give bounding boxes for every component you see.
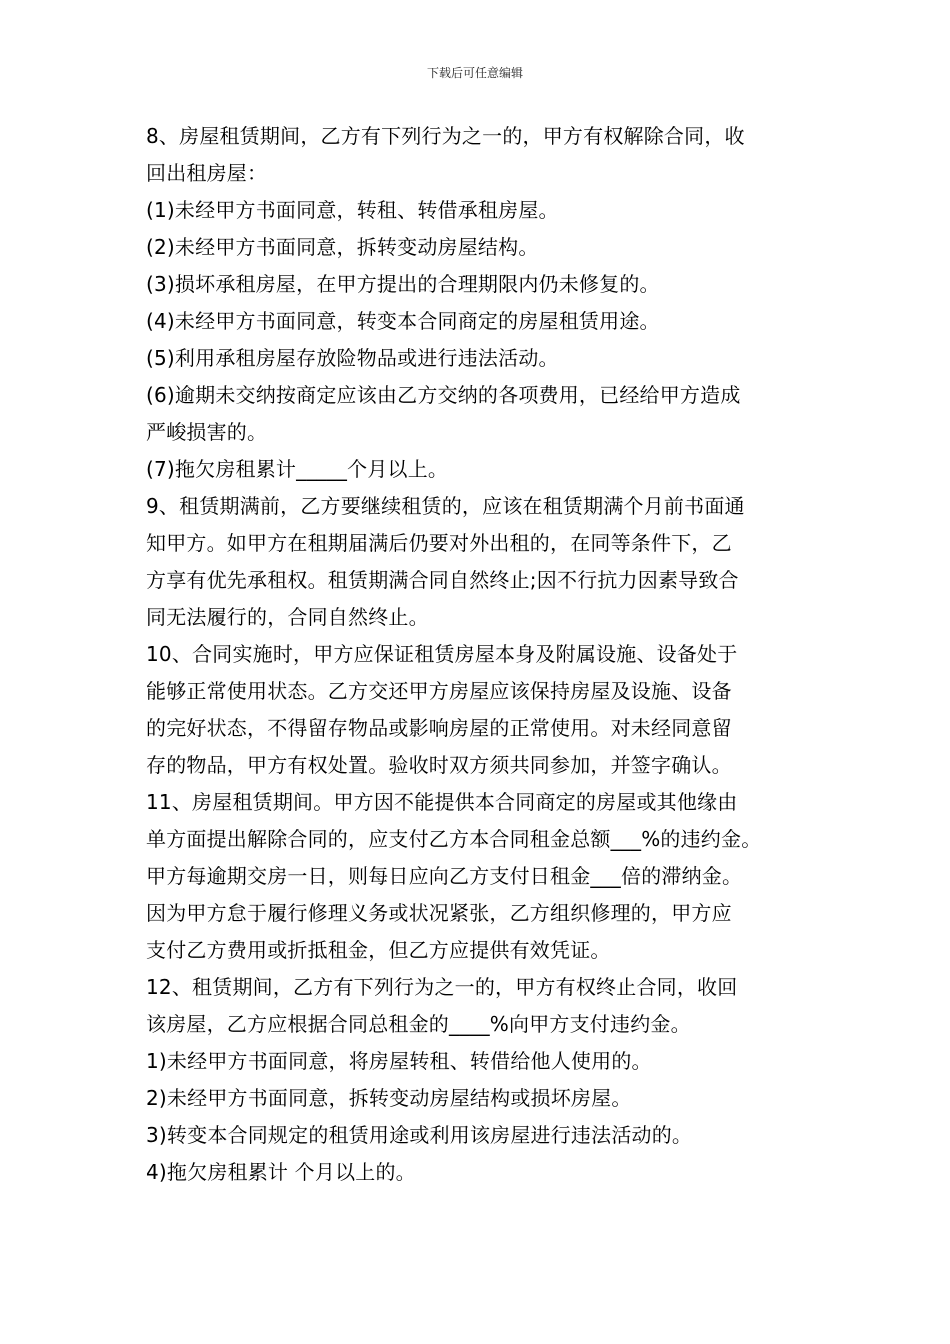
text-line: 因为甲方怠于履行修理义务或状况紧张，乙方组织修理的，甲方应 — [146, 901, 732, 925]
text-line: 1)未经甲方书面同意，将房屋转租、转借给他人使用的。 — [146, 1049, 652, 1073]
text-line: (6)逾期未交纳按商定应该由乙方交纳的各项费用，已经给甲方造成 — [146, 383, 741, 407]
text-line: 9、租赁期满前，乙方要继续租赁的，应该在租赁期满个月前书面通 — [146, 494, 745, 518]
text-line: (1)未经甲方书面同意，转租、转借承租房屋。 — [146, 198, 559, 222]
text-line: (7)拖欠房租累计_____个月以上。 — [146, 457, 449, 481]
text-line: (2)未经甲方书面同意，拆转变动房屋结构。 — [146, 235, 539, 259]
text-line: 12、租赁期间，乙方有下列行为之一的，甲方有权终止合同，收回 — [146, 975, 738, 999]
text-line: (5)利用承租房屋存放险物品或进行违法活动。 — [146, 346, 559, 370]
text-line: 该房屋，乙方应根据合同总租金的____%向甲方支付违约金。 — [146, 1012, 691, 1036]
text-line: (4)未经甲方书面同意，转变本合同商定的房屋租赁用途。 — [146, 309, 660, 333]
text-line: 方享有优先承租权。租赁期满合同自然终止;因不行抗力因素导致合 — [146, 568, 739, 592]
text-line: 的完好状态，不得留存物品或影响房屋的正常使用。对未经同意留 — [146, 716, 732, 740]
text-line: 存的物品，甲方有权处置。验收时双方须共同参加，并签字确认。 — [146, 753, 732, 777]
page-header: 下载后可任意编辑 — [426, 66, 523, 80]
text-line: 单方面提出解除合同的，应支付乙方本合同租金总额___%的违约金。 — [146, 827, 762, 851]
text-line: (3)损坏承租房屋，在甲方提出的合理期限内仍未修复的。 — [146, 272, 660, 296]
text-line: 2)未经甲方书面同意，拆转变动房屋结构或损坏房屋。 — [146, 1086, 632, 1110]
text-line: 同无法履行的，合同自然终止。 — [146, 605, 429, 629]
text-line: 回出租房屋： — [146, 161, 268, 185]
text-line: 严峻损害的。 — [146, 420, 268, 444]
document-body — [146, 118, 826, 1191]
text-line: 3)转变本合同规定的租赁用途或利用该房屋进行违法活动的。 — [146, 1123, 693, 1147]
text-line: 8、房屋租赁期间，乙方有下列行为之一的，甲方有权解除合同，收 — [146, 124, 745, 148]
text-line: 11、房屋租赁期间。甲方因不能提供本合同商定的房屋或其他缘由 — [146, 790, 738, 814]
text-line: 能够正常使用状态。乙方交还甲方房屋应该保持房屋及设施、设备 — [146, 679, 732, 703]
text-line: 支付乙方费用或折抵租金，但乙方应提供有效凭证。 — [146, 938, 611, 962]
text-line: 甲方每逾期交房一日，则每日应向乙方支付日租金___倍的滞纳金。 — [146, 864, 743, 888]
text-line: 4)拖欠房租累计 个月以上的。 — [146, 1160, 416, 1184]
text-line: 10、合同实施时，甲方应保证租赁房屋本身及附属设施、设备处于 — [146, 642, 738, 666]
text-line: 知甲方。如甲方在租期届满后仍要对外出租的，在同等条件下，乙 — [146, 531, 732, 555]
